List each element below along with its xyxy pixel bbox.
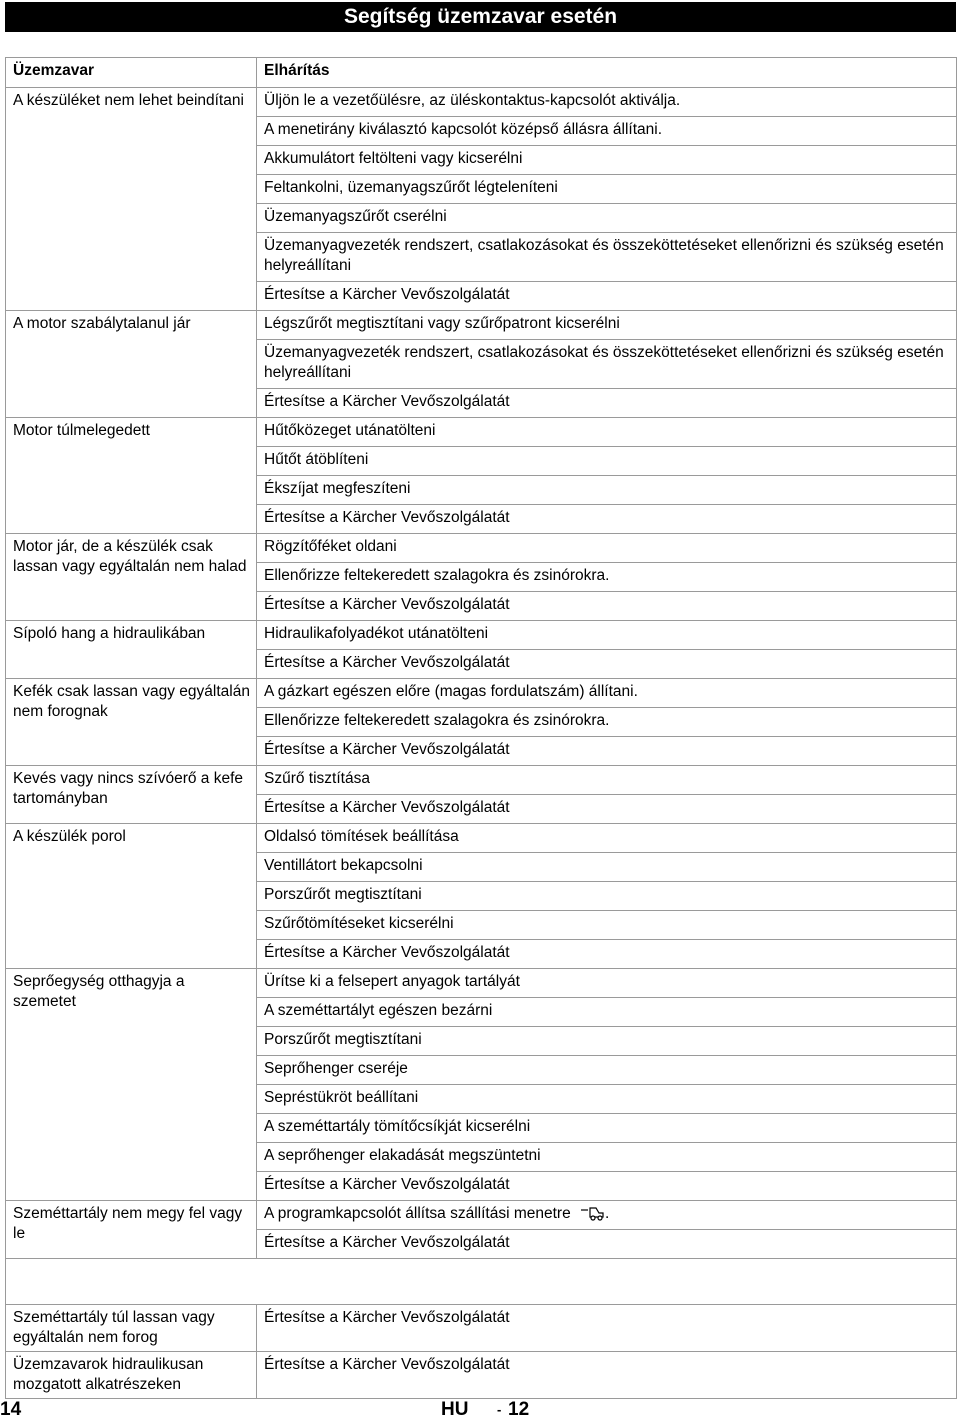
remedy-cell <box>257 1201 957 1230</box>
fault-cell: Szeméttartály nem megy fel vagy le <box>6 1201 257 1259</box>
language-code: HU <box>441 1399 469 1420</box>
page-title: Segítség üzemzavar esetén <box>5 2 956 32</box>
remedy-column-header: Elhárítás <box>257 58 957 88</box>
remedy-cell <box>257 311 957 340</box>
remedy-text: Értesítse a Kärcher Vevőszolgálatát <box>264 1234 510 1251</box>
remedy-text: Hűtőközeget utánatölteni <box>264 422 436 439</box>
table-row <box>6 679 957 708</box>
remedy-text: Értesítse a Kärcher Vevőszolgálatát <box>264 1176 510 1193</box>
remedy-text: Üzemanyagvezeték rendszert, csatlakozásokat és összeköttetéseket ellenőrizni és szükség esetén helyreállítani <box>264 344 944 381</box>
remedy-text: Értesítse a Kärcher Vevőszolgálatát <box>264 509 510 526</box>
fault-cell: Seprőegység otthagyja a szemetet <box>6 969 257 1201</box>
table-row <box>6 311 957 340</box>
fault-cell: A készüléket nem lehet beindítani <box>6 88 257 311</box>
remedy-text: Értesítse a Kärcher Vevőszolgálatát <box>264 799 510 816</box>
footer-dash: - <box>497 1402 502 1417</box>
remedy-cell <box>257 969 957 998</box>
fault-cell: Szeméttartály túl lassan vagy egyáltalán nem forog <box>6 1305 257 1352</box>
section-gap <box>6 1259 957 1305</box>
remedy-text: Értesítse a Kärcher Vevőszolgálatát <box>264 1309 510 1326</box>
sub-page-number: 12 <box>508 1399 530 1420</box>
fault-column-header: Üzemzavar <box>6 58 257 88</box>
remedy-text: Porszűrőt megtisztítani <box>264 886 422 903</box>
fault-cell: Kefék csak lassan vagy egyáltalán nem forognak <box>6 679 257 766</box>
remedy-text: Üzemanyagvezeték rendszert, csatlakozásokat és összeköttetéseket ellenőrizni és szükség esetén helyreállítani <box>264 237 944 274</box>
fault-cell: Motor jár, de a készülék csak lassan vagy egyáltalán nem halad <box>6 534 257 621</box>
remedy-cell <box>257 882 957 911</box>
remedy-text: A menetirány kiválasztó kapcsolót középső állásra állítani. <box>264 121 663 138</box>
remedy-cell <box>257 563 957 592</box>
remedy-text: Szűrő tisztítása <box>264 770 370 787</box>
table-row <box>6 1352 957 1399</box>
remedy-cell <box>257 911 957 940</box>
table-row <box>6 969 957 998</box>
remedy-cell <box>257 1230 957 1259</box>
table-row <box>6 766 957 795</box>
remedy-cell <box>257 853 957 882</box>
remedy-text: Seprőhenger cseréje <box>264 1060 408 1077</box>
remedy-cell <box>257 592 957 621</box>
fault-cell: Üzemzavarok hidraulikusan mozgatott alkatrészeken <box>6 1352 257 1399</box>
fault-cell: Motor túlmelegedett <box>6 418 257 534</box>
remedy-cell <box>257 1114 957 1143</box>
remedy-cell <box>257 1027 957 1056</box>
remedy-cell <box>257 389 957 418</box>
remedy-text: Hűtőt átöblíteni <box>264 451 369 468</box>
remedy-text: A gázkart egészen előre (magas fordulatszám) állítani. <box>264 683 638 700</box>
remedy-text: Értesítse a Kärcher Vevőszolgálatát <box>264 393 510 410</box>
remedy-cell <box>257 1056 957 1085</box>
table-row <box>6 1305 957 1352</box>
remedy-text: Értesítse a Kärcher Vevőszolgálatát <box>264 741 510 758</box>
remedy-text: Szűrőtömítéseket kicserélni <box>264 915 454 932</box>
remedy-cell <box>257 476 957 505</box>
table-row <box>6 418 957 447</box>
remedy-text: Légszűrőt megtisztítani vagy szűrőpatront kicserélni <box>264 315 620 332</box>
remedy-cell <box>257 204 957 233</box>
table-row <box>6 621 957 650</box>
remedy-text: Értesítse a Kärcher Vevőszolgálatát <box>264 1356 510 1373</box>
remedy-text: Értesítse a Kärcher Vevőszolgálatát <box>264 654 510 671</box>
remedy-text: A seprőhenger elakadását megszüntetni <box>264 1147 541 1164</box>
remedy-cell <box>257 88 957 117</box>
remedy-cell <box>257 650 957 679</box>
remedy-text: Akkumulátort feltölteni vagy kicserélni <box>264 150 523 167</box>
remedy-text: Értesítse a Kärcher Vevőszolgálatát <box>264 286 510 303</box>
fault-cell: Kevés vagy nincs szívóerő a kefe tartományban <box>6 766 257 824</box>
remedy-cell <box>257 621 957 650</box>
troubleshooting-table <box>5 57 957 1399</box>
transport-mode-icon <box>581 1205 605 1221</box>
remedy-cell <box>257 940 957 969</box>
remedy-text: Hidraulikafolyadékot utánatölteni <box>264 625 489 642</box>
remedy-cell <box>257 1305 957 1352</box>
remedy-cell <box>257 175 957 204</box>
remedy-cell <box>257 1085 957 1114</box>
remedy-cell <box>257 447 957 476</box>
remedy-text: A szeméttartály tömítőcsíkját kicserélni <box>264 1118 531 1135</box>
remedy-text: Értesítse a Kärcher Vevőszolgálatát <box>264 596 510 613</box>
remedy-text: Ürítse ki a felsepert anyagok tartályát <box>264 973 520 990</box>
remedy-text: Rögzítőféket oldani <box>264 538 397 555</box>
page-number: 14 <box>0 1399 22 1420</box>
remedy-cell <box>257 708 957 737</box>
remedy-text: Értesítse a Kärcher Vevőszolgálatát <box>264 944 510 961</box>
remedy-text: Üzemanyagszűrőt cserélni <box>264 208 447 225</box>
remedy-cell <box>257 737 957 766</box>
remedy-cell <box>257 146 957 175</box>
remedy-cell <box>257 824 957 853</box>
remedy-cell <box>257 418 957 447</box>
remedy-text: Ellenőrizze feltekeredett szalagokra és zsinórokra. <box>264 567 610 584</box>
fault-cell: Sípoló hang a hidraulikában <box>6 621 257 679</box>
remedy-text: Ékszíjat megfeszíteni <box>264 480 411 497</box>
remedy-text: Ellenőrizze feltekeredett szalagokra és zsinórokra. <box>264 712 610 729</box>
table-header-row <box>6 58 957 88</box>
remedy-text: A szeméttartályt egészen bezárni <box>264 1002 493 1019</box>
remedy-cell <box>257 1172 957 1201</box>
fault-cell: A készülék porol <box>6 824 257 969</box>
remedy-text: A programkapcsolót állítsa szállítási menetre . <box>264 1205 610 1222</box>
remedy-text: Feltankolni, üzemanyagszűrőt légteleníteni <box>264 179 558 196</box>
remedy-cell <box>257 534 957 563</box>
fault-cell: A motor szabálytalanul jár <box>6 311 257 418</box>
remedy-cell <box>257 340 957 389</box>
remedy-text: Porszűrőt megtisztítani <box>264 1031 422 1048</box>
remedy-cell <box>257 282 957 311</box>
remedy-cell <box>257 117 957 146</box>
remedy-cell <box>257 795 957 824</box>
remedy-cell <box>257 233 957 282</box>
remedy-cell <box>257 679 957 708</box>
table-row <box>6 1201 957 1230</box>
remedy-text: Oldalsó tömítések beállítása <box>264 828 459 845</box>
table-row <box>6 534 957 563</box>
remedy-text: Sepréstükröt beállítani <box>264 1089 419 1106</box>
remedy-cell <box>257 1143 957 1172</box>
remedy-text: Ventillátort bekapcsolni <box>264 857 423 874</box>
table-row <box>6 824 957 853</box>
remedy-cell <box>257 766 957 795</box>
remedy-cell <box>257 1352 957 1399</box>
remedy-cell <box>257 998 957 1027</box>
remedy-text: Üljön le a vezetőülésre, az üléskontaktus-kapcsolót aktiválja. <box>264 92 681 109</box>
section-gap-cell <box>6 1259 957 1305</box>
remedy-cell <box>257 505 957 534</box>
table-row <box>6 88 957 117</box>
table-body <box>6 88 957 1399</box>
